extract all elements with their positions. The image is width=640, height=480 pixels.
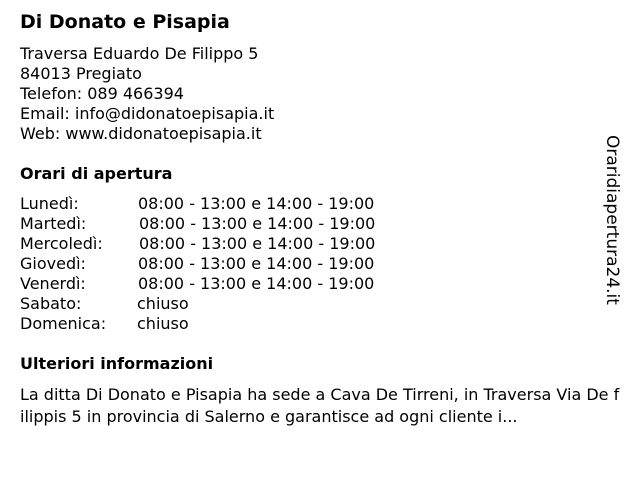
hours-value: chiuso: [137, 314, 189, 333]
hours-value: 08:00 - 13:00 e 14:00 - 19:00: [139, 214, 376, 233]
opening-hours-heading: Orari di apertura: [20, 164, 173, 183]
website-address: Web: www.didonatoepisapia.it: [20, 124, 262, 143]
hours-value: 08:00 - 13:00 e 14:00 - 19:00: [138, 194, 375, 213]
day-label: Venerdì:: [20, 274, 86, 293]
business-name: Di Donato e Pisapia: [20, 11, 230, 33]
day-label: Sabato:: [20, 294, 82, 313]
contact-block: [20, 44, 274, 144]
day-label: Giovedì:: [20, 254, 86, 273]
hours-value: chiuso: [137, 294, 189, 313]
hours-value: 08:00 - 13:00 e 14:00 - 19:00: [139, 234, 376, 253]
phone-number: Telefon: 089 466394: [20, 84, 184, 103]
hours-value: 08:00 - 13:00 e 14:00 - 19:00: [138, 254, 375, 273]
business-description: La ditta Di Donato e Pisapia ha sede a Cava De Tirreni, in Traversa Via De filippis 5 in provincia di Salerno e garantisce ad ogni cliente i...: [20, 385, 620, 426]
day-label: Domenica:: [20, 314, 107, 333]
day-label: Martedì:: [20, 214, 87, 233]
hours-value: 08:00 - 13:00 e 14:00 - 19:00: [138, 274, 375, 293]
day-label: Lunedì:: [20, 194, 79, 213]
day-label: Mercoledì:: [20, 234, 103, 253]
site-watermark: Oraridiapertura24.it: [602, 135, 622, 305]
address-street: Traversa Eduardo De Filippo 5: [20, 44, 259, 63]
email-address: Email: info@didonatoepisapia.it: [20, 104, 275, 123]
more-info-heading: Ulteriori informazioni: [20, 354, 214, 373]
address-city: 84013 Pregiato: [20, 64, 142, 83]
